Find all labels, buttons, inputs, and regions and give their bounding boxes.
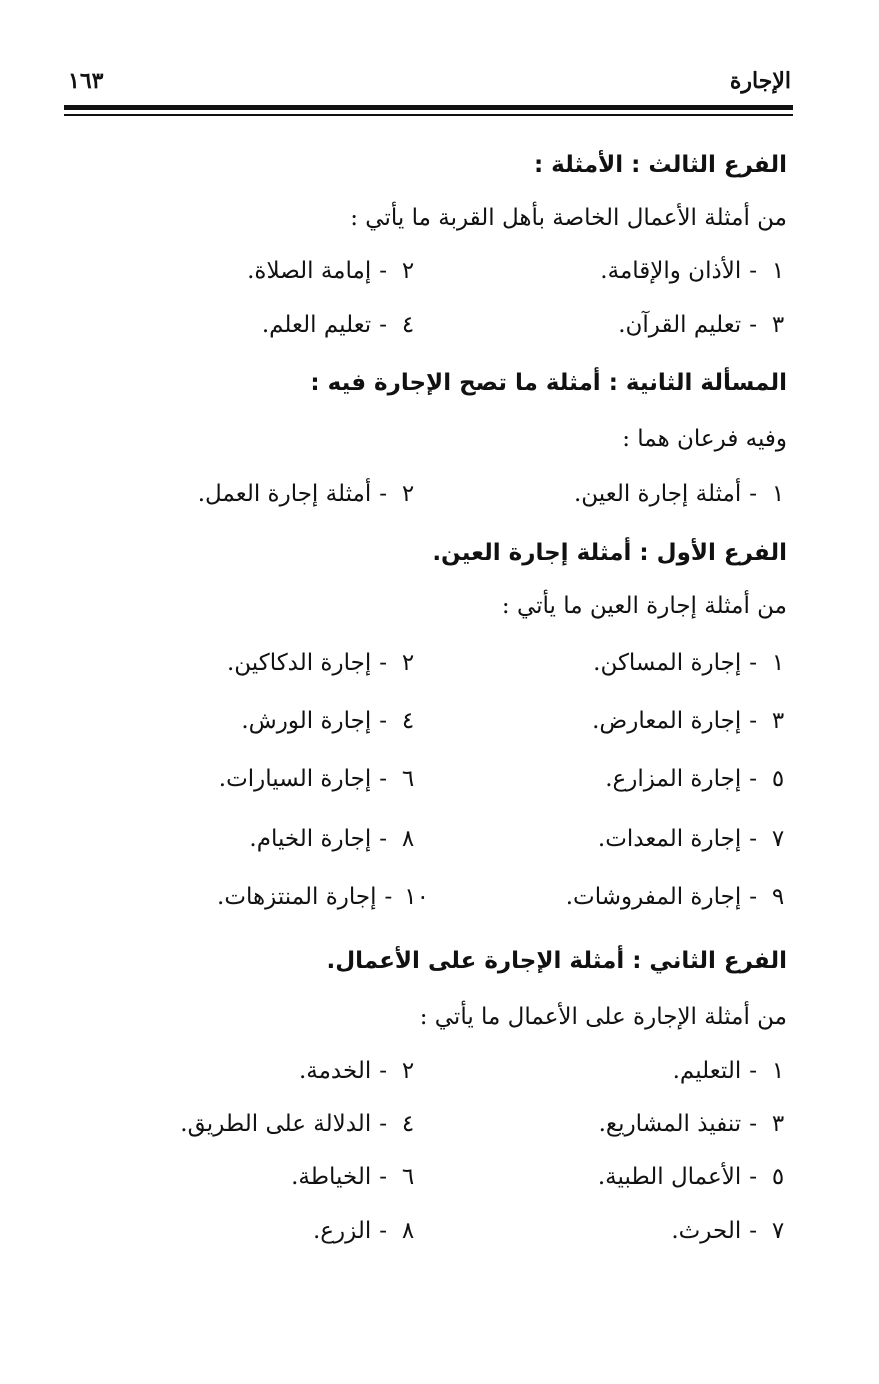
- list-item: ٩-إجارة المفروشات.: [565, 884, 785, 910]
- list-item: ١-إجارة المساكن.: [593, 650, 785, 676]
- list-row: [60, 258, 787, 298]
- list-item: ٧-إجارة المعدات.: [597, 826, 785, 852]
- list-row: [60, 1164, 787, 1204]
- list-item: ٦-إجارة السيارات.: [218, 766, 415, 792]
- list-item: ١-الأذان والإقامة.: [600, 258, 785, 284]
- list-item: ٣-إجارة المعارض.: [592, 708, 785, 734]
- list-item: ٥-الأعمال الطبية.: [597, 1164, 785, 1190]
- page-number: ١٦٣: [68, 68, 104, 94]
- list-item: ٤-الدلالة على الطريق.: [180, 1111, 415, 1137]
- list-item: ٧-الحرث.: [671, 1218, 785, 1244]
- list-row: [60, 766, 787, 806]
- list-row: [60, 312, 787, 352]
- section-intro: وفيه فرعان هما :: [622, 426, 787, 452]
- list-row: [60, 884, 787, 924]
- list-item: ٢-إمامة الصلاة.: [247, 258, 415, 284]
- list-row: [60, 481, 787, 521]
- list-item: ٨-إجارة الخيام.: [249, 826, 415, 852]
- list-item: ٣-تنفيذ المشاريع.: [598, 1111, 785, 1137]
- list-row: [60, 1058, 787, 1098]
- section-intro: من أمثلة إجارة العين ما يأتي :: [501, 593, 787, 619]
- list-item: ٣-تعليم القرآن.: [618, 312, 785, 338]
- list-row: [60, 1111, 787, 1151]
- list-item: ١٠-إجارة المنتزهات.: [217, 884, 429, 910]
- section-heading: الفرع الأول : أمثلة إجارة العين.: [432, 540, 787, 566]
- list-item: ٨-الزرع.: [312, 1218, 415, 1244]
- list-row: [60, 826, 787, 866]
- list-item: ٤-تعليم العلم.: [261, 312, 415, 338]
- list-item: ٢-أمثلة إجارة العمل.: [197, 481, 415, 507]
- list-row: [60, 1218, 787, 1258]
- list-item: ٦-الخياطة.: [291, 1164, 415, 1190]
- list-item: ٢-إجارة الدكاكين.: [226, 650, 415, 676]
- list-item: ١-أمثلة إجارة العين.: [573, 481, 785, 507]
- list-item: ١-التعليم.: [672, 1058, 785, 1084]
- section-intro: من أمثلة الأعمال الخاصة بأهل القربة ما يأتي :: [350, 205, 787, 231]
- list-row: [60, 650, 787, 690]
- list-row: [60, 708, 787, 748]
- section-heading: المسألة الثانية : أمثلة ما تصح الإجارة فيه :: [310, 370, 787, 396]
- list-item: ٥-إجارة المزارع.: [605, 766, 785, 792]
- list-item: ٢-الخدمة.: [298, 1058, 415, 1084]
- section-heading: الفرع الثاني : أمثلة الإجارة على الأعمال.: [326, 948, 787, 974]
- header-rule-thin: [64, 114, 793, 116]
- section-intro: من أمثلة الإجارة على الأعمال ما يأتي :: [419, 1004, 787, 1030]
- section-heading: الفرع الثالث : الأمثلة :: [533, 152, 787, 178]
- header-rule-thick: [64, 105, 793, 110]
- chapter-title: الإجارة: [729, 68, 791, 94]
- running-header: [68, 68, 791, 102]
- list-item: ٤-إجارة الورش.: [241, 708, 415, 734]
